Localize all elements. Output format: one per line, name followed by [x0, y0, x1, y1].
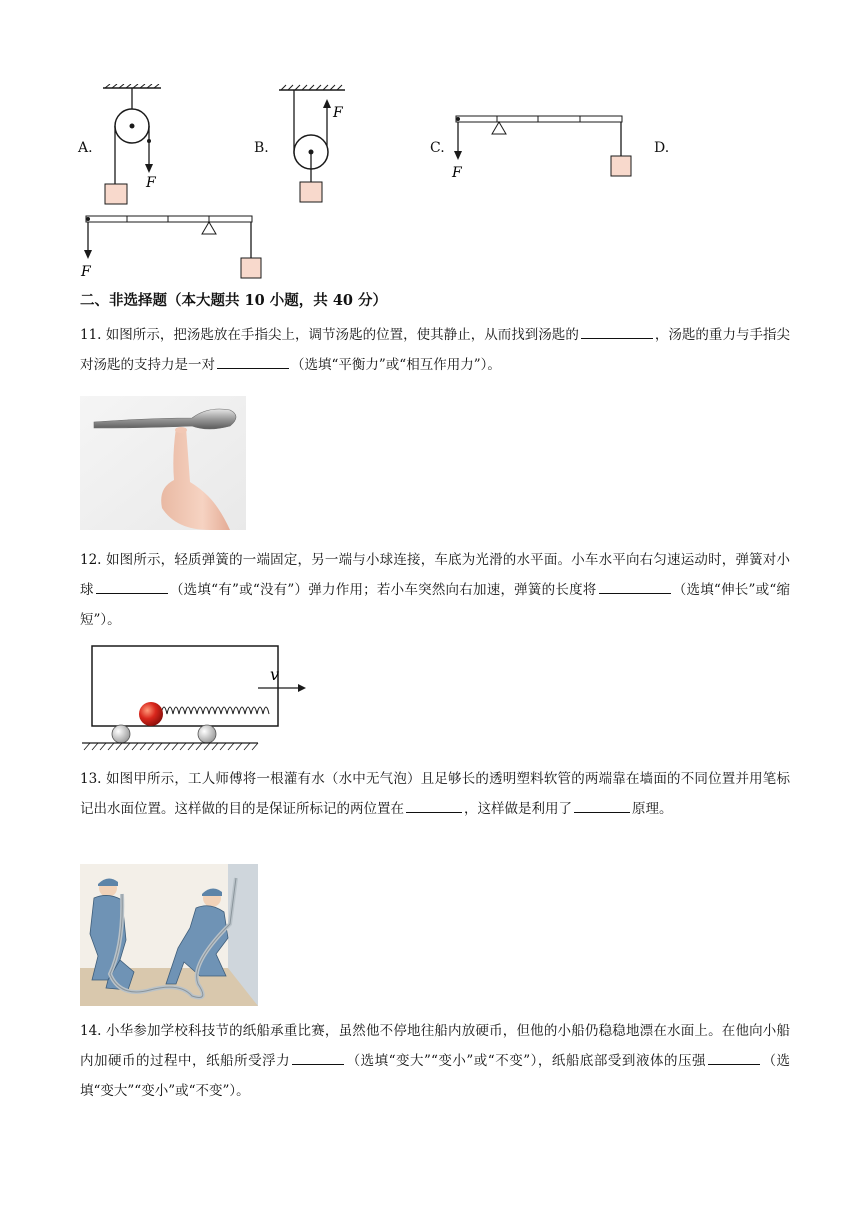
option-c-label: C.: [430, 140, 445, 156]
option-d-label: D.: [654, 140, 670, 156]
q13-text-2: ，这样做是利用了: [464, 801, 572, 817]
q11-blank-1[interactable]: [581, 323, 653, 339]
q14-text-1: 14. 小华参加学校科技节的纸船承重比赛，虽然他不停地往船内放硬币，但他的小船仍稳稳地漂在水面上。在他向小船内加硬币的过程中，纸船所受浮力: [80, 1023, 790, 1069]
option-a-fixed-pulley-figure: [95, 84, 175, 209]
option-a-label: A.: [78, 140, 93, 156]
q14-blank-2[interactable]: [708, 1049, 760, 1065]
question-13: [80, 764, 790, 824]
q12-text-2: （选填“有”或“没有”）弹力作用；若小车突然向右加速，弹簧的长度将: [169, 582, 597, 598]
q12-text-1: 12. 如图所示，轻质弹簧的一端固定，另一端与小球连接，车底为光滑的水平面。小车水平向右匀速运动时，弹簧对小球: [80, 552, 790, 598]
question-11: [80, 320, 790, 380]
cart-spring-ball-figure: [80, 642, 320, 752]
spoon-on-finger-photo: [80, 396, 246, 530]
q13-text-3: 原理。: [632, 801, 673, 817]
force-label-a: F: [146, 175, 156, 191]
force-label-c: F: [452, 165, 462, 181]
q12-text-3: （选填“伸长”或“缩短”）。: [80, 582, 790, 628]
q12-blank-2[interactable]: [599, 578, 671, 594]
question-14: [80, 1016, 790, 1106]
q14-blank-1[interactable]: [292, 1049, 344, 1065]
option-b-label: B.: [254, 140, 269, 156]
q11-text-3: （选填“平衡力”或“相互作用力”）。: [291, 357, 501, 373]
question-12: [80, 545, 790, 635]
q12-blank-1[interactable]: [96, 578, 168, 594]
force-label-d: F: [81, 264, 91, 280]
velocity-label: v: [270, 665, 280, 684]
workers-hose-level-illustration: [80, 864, 258, 1006]
q14-text-2: （选填“变大”“变小”或“不变”），纸船底部受到液体的压强: [346, 1053, 706, 1069]
force-label-b: F: [333, 105, 343, 121]
option-c-lever-figure: [446, 110, 636, 185]
option-b-movable-pulley-figure: [275, 84, 355, 209]
q13-blank-1[interactable]: [406, 797, 462, 813]
q11-blank-2[interactable]: [217, 353, 289, 369]
q11-text-1: 11. 如图所示，把汤匙放在手指尖上，调节汤匙的位置，使其静止，从而找到汤匙的: [80, 327, 579, 343]
q14-text-3: （选填“变大”“变小”或“不变”）。: [80, 1053, 790, 1099]
q13-text-1: 13. 如图甲所示，工人师傅将一根灌有水（水中无气泡）且足够长的透明塑料软管的两端靠在墙面的不同位置并用笔标记出水面位置。这样做的目的是保证所标记的两位置在: [80, 771, 790, 817]
option-d-lever-figure: [78, 210, 278, 282]
section-heading: 二、非选择题（本大题共 10 小题，共 40 分）: [80, 292, 388, 309]
q13-blank-2[interactable]: [574, 797, 630, 813]
q11-text-2: ，汤匙的重力与手指尖对汤匙的支持力是一对: [80, 327, 791, 373]
